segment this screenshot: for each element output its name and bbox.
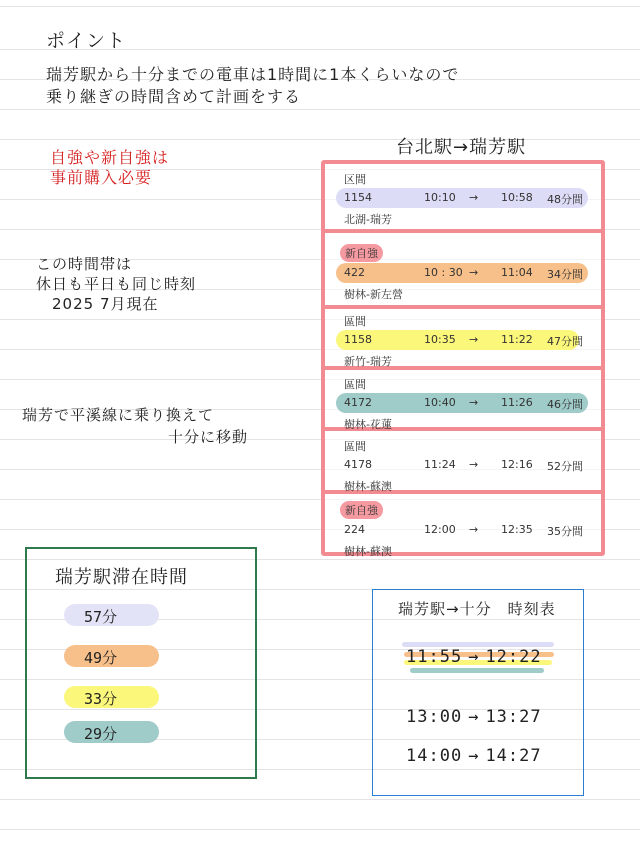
duration: 48分間 [547, 193, 583, 206]
train-route: 樹林-新左營 [344, 288, 403, 301]
schedule-note-line-1: この時間帯は [36, 255, 133, 273]
train-time-line [341, 456, 603, 476]
train-row [341, 501, 603, 559]
duration: 34分間 [547, 268, 583, 281]
train-row [341, 376, 603, 432]
stay-time-label: 29分 [84, 725, 118, 743]
train-number: 1158 [344, 333, 372, 346]
arrive-time: 12:22 [485, 647, 542, 667]
train-type-label: 新自強 [340, 244, 383, 262]
arrow: → [469, 333, 479, 346]
train-type-label: 區間 [344, 440, 366, 453]
arrow: → [469, 266, 479, 279]
train-row [341, 438, 603, 494]
train-row [341, 313, 603, 369]
stay-time-title: 瑞芳駅滞在時間 [55, 567, 188, 588]
depart-time: 10:40 [424, 396, 456, 409]
depart-time: 14:00 [406, 746, 463, 766]
train-type-label: 區間 [344, 315, 366, 328]
train-type-label: 区間 [344, 173, 366, 186]
train-number: 4178 [344, 458, 372, 471]
purchase-note-line-1: 自強や新自強は [50, 148, 170, 167]
train-route: 新竹-瑞芳 [344, 355, 392, 368]
point-note-line-2: 乗り継ぎの時間含めて計画をする [46, 87, 302, 106]
timetable-title: 台北駅→瑞芳駅 [396, 137, 527, 158]
schedule-note-line-2: 休日も平日も同じ時刻 [36, 275, 197, 293]
duration: 52分間 [547, 460, 583, 473]
train-time-line [341, 394, 603, 414]
stay-time-pill [64, 645, 159, 667]
arrow: → [469, 396, 479, 409]
stay-time-pill [64, 686, 159, 708]
point-note [46, 64, 459, 108]
arrow: → [468, 746, 480, 766]
duration: 47分間 [547, 335, 583, 348]
arrive-time: 11:04 [501, 266, 533, 279]
duration: 46分間 [547, 398, 583, 411]
stay-time-label: 33分 [84, 690, 118, 708]
arrive-time: 12:35 [501, 523, 533, 536]
train-row [341, 171, 603, 227]
arrive-time: 11:22 [501, 333, 533, 346]
depart-time: 11:55 [406, 647, 463, 667]
train-number: 422 [344, 266, 365, 279]
depart-time: 10:35 [424, 333, 456, 346]
train-route: 北湖-瑞芳 [344, 213, 392, 226]
row-highlight [336, 330, 579, 350]
train-route: 樹林-蘇澳 [344, 480, 392, 493]
train-type-label: 區間 [344, 378, 366, 391]
arrow: → [469, 523, 479, 536]
arrive-time: 13:27 [485, 707, 542, 727]
shifen-timetable-title: 瑞芳駅→十分 時刻表 [398, 600, 556, 618]
depart-time: 11:24 [424, 458, 456, 471]
train-number: 4172 [344, 396, 372, 409]
transfer-note [22, 404, 248, 448]
depart-time: 10:10 [424, 191, 456, 204]
purchase-note [50, 148, 169, 188]
arrive-time: 10:58 [501, 191, 533, 204]
train-time-line [341, 331, 603, 351]
train-time-line [341, 521, 603, 541]
arrow: → [469, 458, 479, 471]
transfer-note-line-1: 瑞芳で平溪線に乗り換えて [22, 406, 215, 424]
timetable-divider [321, 229, 605, 233]
arrive-time: 12:16 [501, 458, 533, 471]
stay-time-pill [64, 721, 159, 743]
shifen-time-row [406, 647, 542, 667]
depart-time: 13:00 [406, 707, 463, 727]
point-note-line-1: 瑞芳駅から十分までの電車は1時間に1本くらいなので [46, 65, 460, 84]
train-time-line [341, 189, 603, 209]
arrive-time: 14:27 [485, 746, 542, 766]
schedule-note [36, 254, 196, 314]
shifen-time-row [406, 707, 542, 727]
arrow: → [468, 647, 480, 667]
stay-time-pill [64, 604, 159, 626]
train-number: 1154 [344, 191, 372, 204]
duration: 35分間 [547, 525, 583, 538]
depart-time: 12:00 [424, 523, 456, 536]
purchase-note-line-2: 事前購入必要 [50, 168, 153, 187]
schedule-note-line-3: 2025 7月現在 [52, 295, 159, 313]
timetable-divider [321, 305, 605, 309]
train-route: 樹林-蘇澳 [344, 545, 392, 558]
train-row [341, 244, 603, 302]
train-time-line [341, 264, 603, 284]
arrive-time: 11:26 [501, 396, 533, 409]
depart-time: 10 : 30 [424, 266, 463, 279]
arrow: → [468, 707, 480, 727]
arrow: → [469, 191, 479, 204]
train-number: 224 [344, 523, 365, 536]
train-type-label: 新自強 [340, 501, 383, 519]
train-route: 樹林-花蓮 [344, 418, 392, 431]
stay-time-label: 49分 [84, 649, 118, 667]
page-heading: ポイント [46, 30, 127, 52]
transfer-note-line-2: 十分に移動 [168, 428, 249, 446]
stay-time-label: 57分 [84, 608, 118, 626]
shifen-time-row [406, 746, 542, 766]
highlight-stripe [410, 668, 544, 673]
